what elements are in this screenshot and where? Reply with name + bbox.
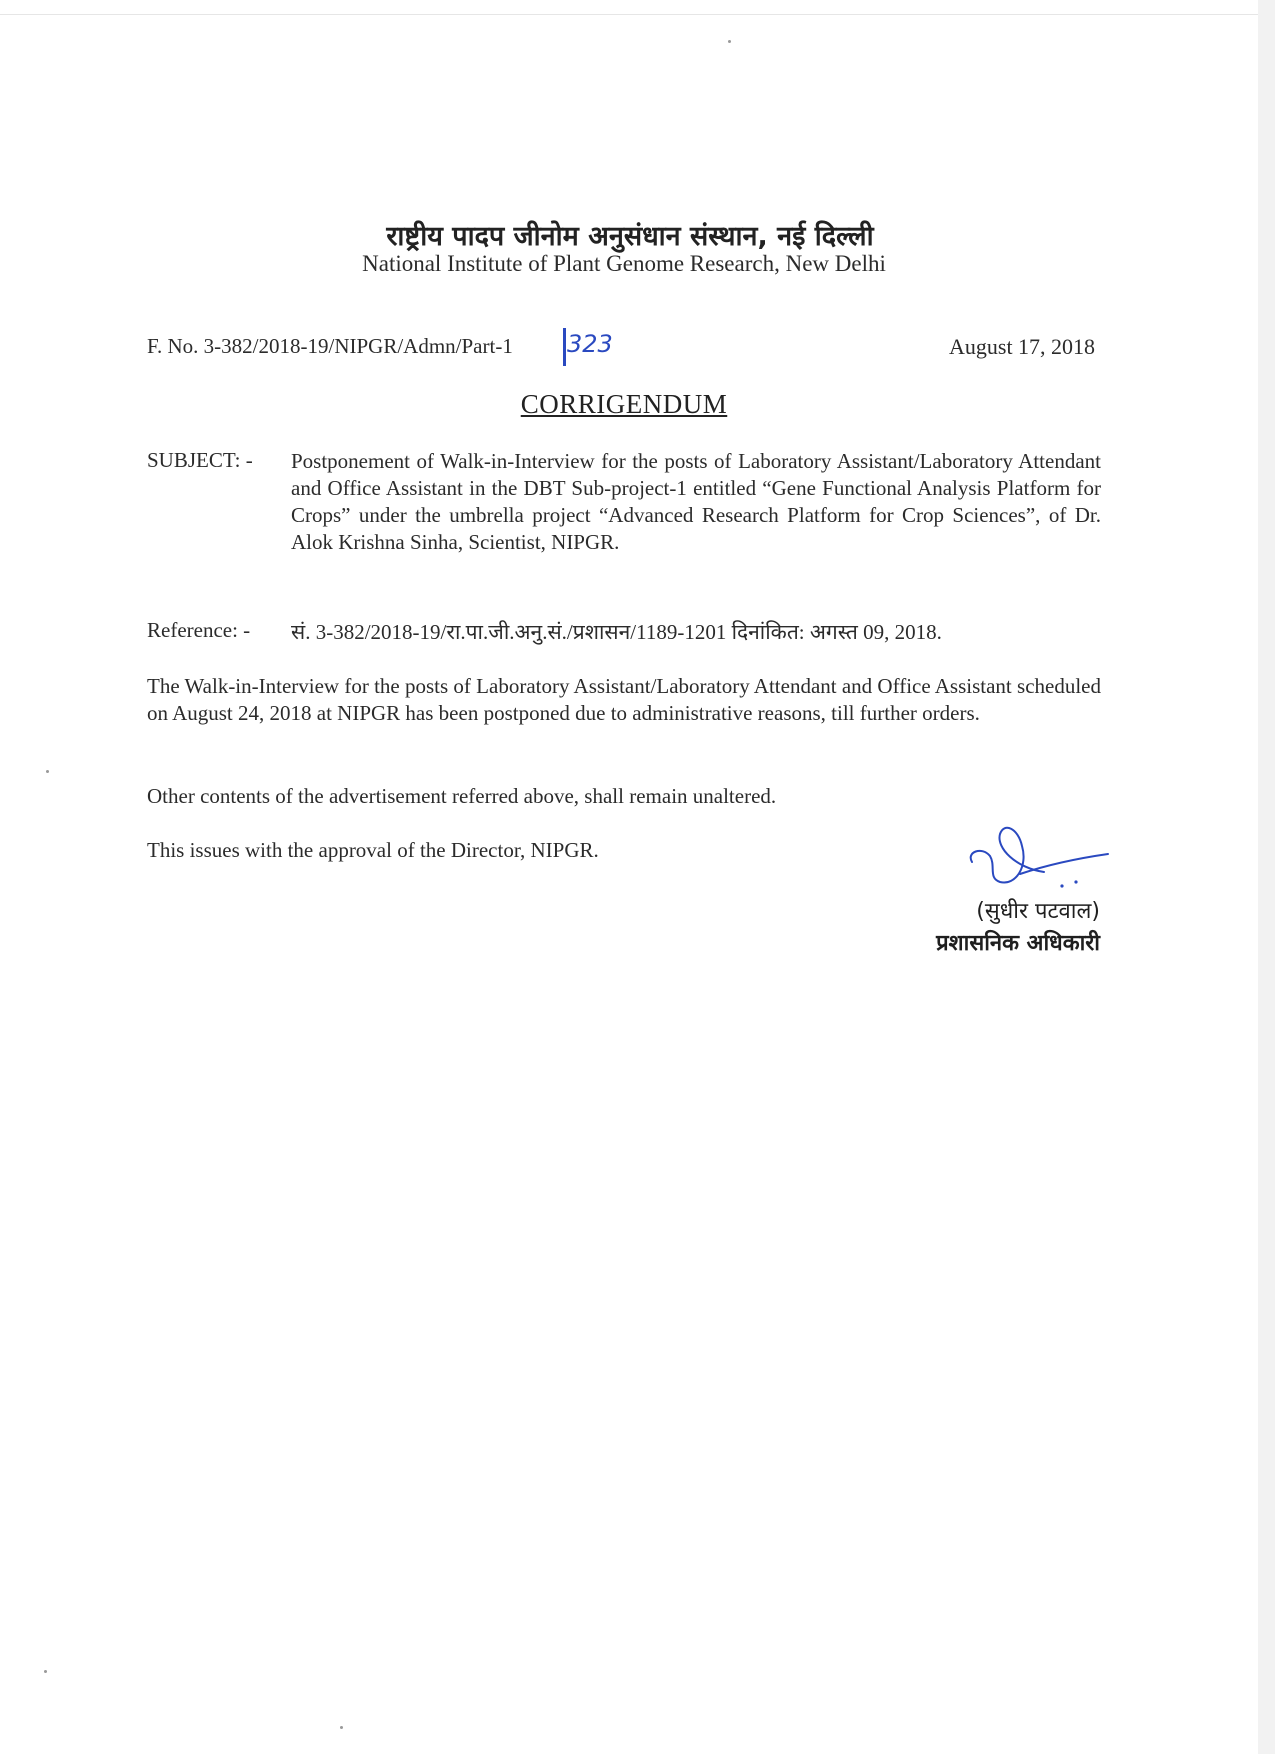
file-number-handwritten: 323	[567, 330, 613, 358]
body-paragraph-approval: This issues with the approval of the Director, NIPGR.	[147, 838, 599, 862]
file-number: F. No. 3-382/2018-19/NIPGR/Admn/Part-1	[147, 334, 513, 358]
scan-speck	[44, 1670, 47, 1673]
institute-name-hindi: राष्ट्रीय पादप जीनोम अनुसंधान संस्थान, नई दिल्ली	[386, 221, 874, 252]
subject-text: Postponement of Walk-in-Interview for the posts of Laboratory Assistant/Laboratory Attendant and Office Assistant in the DBT Sub-project-1 entitled “Gene Functional Analysis Platform for Crops” under the umbrella project “Advanced Research Platform for Crop Sciences”, of Dr. Alok Krishna Sinha, Scientist, NIPGR.	[291, 449, 1101, 554]
scan-speck	[728, 40, 731, 43]
institute-name-english: National Institute of Plant Genome Research, New Delhi	[362, 251, 886, 276]
subject-label: SUBJECT: -	[147, 448, 253, 472]
body-paragraph-postponement: The Walk-in-Interview for the posts of Laboratory Assistant/Laboratory Attendant and Office Assistant scheduled on August 24, 2018 at NIPGR has been postponed due to administrative reasons, till further orders.	[147, 674, 1101, 725]
body-paragraph-unaltered: Other contents of the advertisement referred above, shall remain unaltered.	[147, 784, 777, 808]
handwritten-signature	[960, 816, 1120, 896]
signatory-name: (सुधीर पटवाल)	[976, 899, 1100, 924]
reference-text: सं. 3-382/2018-19/रा.पा.जी.अनु.सं./प्रशासन/1189-1201 दिनांकित: अगस्त 09, 2018.	[291, 620, 942, 644]
signatory-designation: प्रशासनिक अधिकारी	[936, 931, 1100, 956]
scan-right-edge	[1258, 0, 1275, 1754]
scan-speck	[46, 770, 49, 773]
document-title: CORRIGENDUM	[520, 389, 728, 419]
scan-speck	[340, 1726, 343, 1729]
handwritten-divider	[563, 328, 566, 366]
scan-top-edge	[0, 0, 1260, 15]
reference-label: Reference: -	[147, 618, 251, 642]
document-date: August 17, 2018	[949, 334, 1096, 359]
